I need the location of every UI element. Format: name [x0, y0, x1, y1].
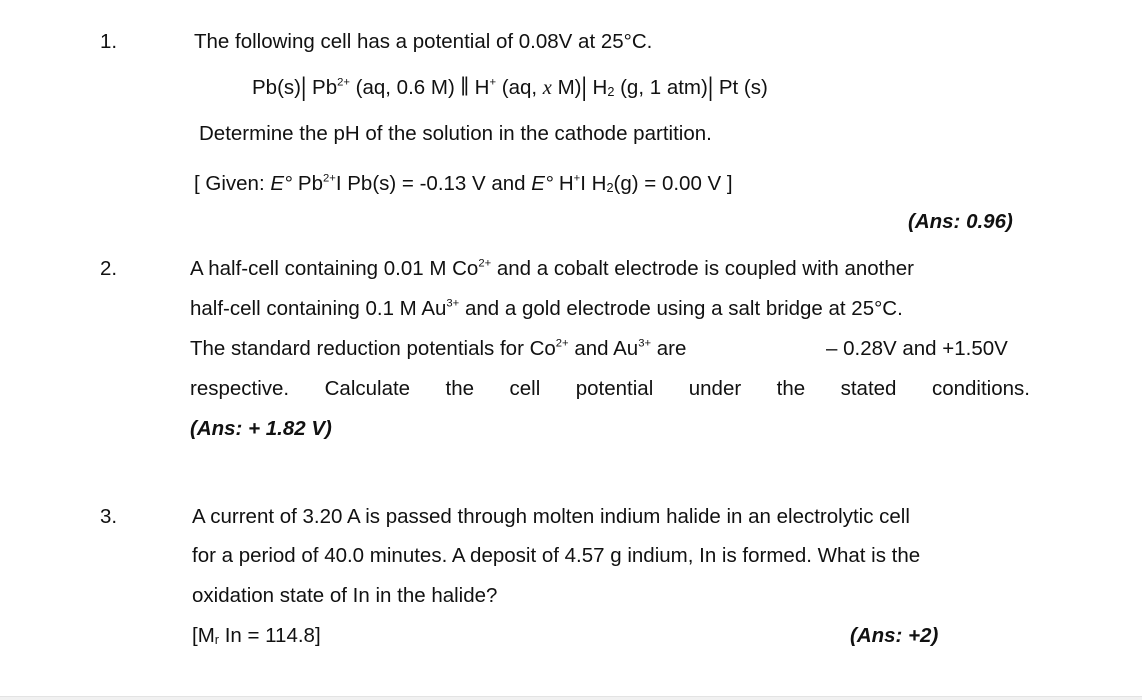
question-3-line-1: A current of 3.20 A is passed through molten indium halide in an electrolytic cell	[192, 505, 910, 528]
question-1-cell-notation: Pb(s)| $Pb^{2+}$ (aq, 0.6 M) ‖ H+ (aq, x M)| $H_2$ (g, 1 atm)| Pt (s)	[252, 73, 768, 102]
question-1-task: Determine the pH of the solution in the cathode partition.	[199, 122, 712, 145]
question-3-line-3: oxidation state of In in the halide?	[192, 584, 498, 607]
question-2-line-4: respective. Calculate the cell potential under the stated conditions.	[190, 377, 1030, 400]
question-3-number: 3.	[100, 505, 118, 528]
question-2-answer: (Ans: + 1.82 V)	[190, 417, 332, 440]
question-1-intro: The following cell has a potential of 0.08V at 25°C.	[194, 30, 653, 53]
question-2-number: 2.	[100, 257, 118, 280]
question-2-line-2: half-cell containing 0.1 M $Au^{3+}$ and a gold electrode using a salt bridge at 25°C.	[190, 297, 903, 320]
question-1-given: [ Given: E° $Pb^{2+}I$ Pb(s) = -0.13 V and E° H+I $H_2(g) = 0.00$ V ]	[194, 172, 733, 195]
question-3-given: [$M_r$ In = 114.8]	[192, 624, 321, 647]
question-1-answer: (Ans: 0.96)	[908, 210, 1013, 233]
question-3-line-2: for a period of 40.0 minutes. A deposit of 4.57 g indium, In is formed. What is the	[192, 544, 921, 567]
question-2-potentials: – 0.28V and +1.50V	[826, 337, 1008, 360]
question-3-answer: (Ans: +2)	[850, 624, 939, 647]
question-1-number: 1.	[100, 30, 118, 53]
question-2-line-1: A half-cell containing 0.01 M $Co^{2+}$ and a cobalt electrode is coupled with another	[190, 257, 914, 280]
question-2-line-3: The standard reduction potentials for $Co^{2+}$ and $Au^{3+}$ are	[190, 337, 687, 360]
